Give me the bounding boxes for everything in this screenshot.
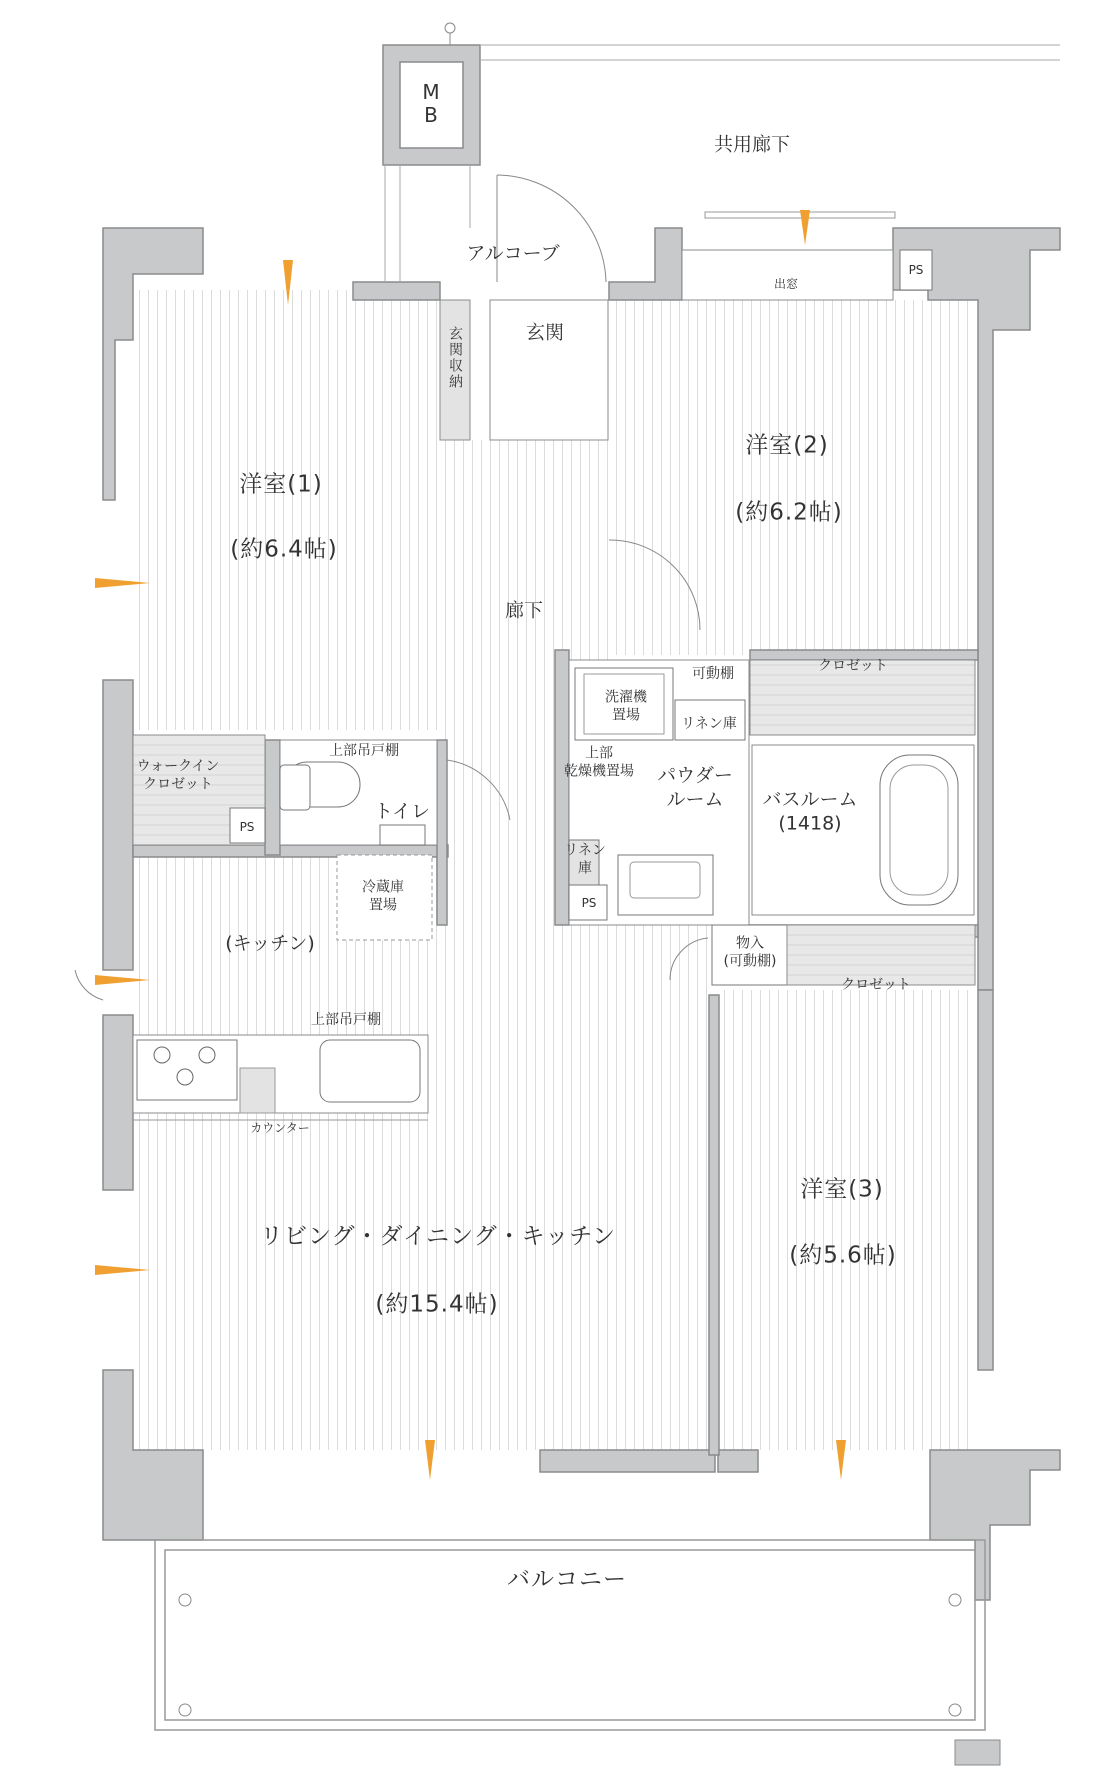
floor-ldk [133,855,715,1450]
wall-int-ldk-right [709,995,719,1455]
western2-label: 洋室(2) [745,432,829,459]
entrance-label: 玄関 [525,321,565,344]
corridor-marker [445,23,455,33]
ps-wic-label: PS [239,820,255,834]
wall-int-fridge [437,740,447,925]
wall-right-bottom [930,1450,1060,1600]
dryer-space-label: 上部 乾燥機置場 [564,745,634,779]
floor-western2 [609,300,974,655]
toilet-label: トイレ [373,800,431,823]
wall-int-wic [265,740,280,855]
western2-area: (約6.2帖) [735,499,843,526]
western1-area: (約6.4帖) [230,536,338,563]
ps-powder-label: PS [581,896,597,910]
hallway-label: 廊下 [504,599,544,622]
alcove-label: アルコーブ [466,242,560,265]
shared-corridor-label: 共用廊下 [713,133,791,156]
western1-label: 洋室(1) [239,471,323,498]
storage-label: 物入 (可動棚) [723,935,777,969]
wall-left-mid1 [103,680,133,970]
wall-int-powder [555,650,569,925]
bay-window [682,250,893,300]
wall-top-r1 [353,282,440,300]
upper-cabinet-kitchen-label: 上部吊戸棚 [311,1012,381,1028]
wall-left-mid2 [103,1015,133,1190]
wall-top-r2 [609,228,682,300]
sink [618,855,713,915]
fridge-space-label: 冷蔵庫 置場 [362,879,404,913]
wall-bottom-r3 [718,1450,758,1472]
ldk-label: リビング・ダイニング・キッチン [259,1223,617,1250]
upper-cabinet-toilet-label: 上部吊戸棚 [329,743,399,759]
floor-western1 [133,290,437,730]
wall-right-lower [978,990,993,1370]
closet-r3-label: クロゼット [841,977,911,993]
western3-area: (約5.6帖) [789,1242,897,1269]
washer-space-label: 洗濯機 置場 [605,689,647,723]
closet-r2-label: クロゼット [818,658,888,674]
closet-r3 [787,925,975,985]
linen2-label: リネン 庫 [564,842,606,876]
counter-label: カウンター [250,1121,310,1135]
ldk-area: (約15.4帖) [375,1291,499,1318]
western3-label: 洋室(3) [800,1176,884,1203]
floor-western3 [718,990,974,1450]
mb-label: M B [422,80,440,127]
balcony-label: バルコニー [507,1566,627,1593]
floor-alcove [470,175,608,295]
kitchen-sink [320,1040,420,1102]
stove [137,1040,237,1100]
walkin-closet-label: ウォークイン クロゼット [136,758,220,792]
ps-top-label: PS [908,263,924,277]
linen1-label: リネン庫 [681,716,737,732]
bathroom-label: バスルーム (1418) [762,788,858,834]
movable-shelf-label: 可動棚 [692,666,734,682]
kitchen-label: (キッチン) [225,932,315,955]
bathtub [880,755,958,905]
bay-window-label: 出窓 [773,277,799,291]
entrance-storage-label: 玄関収納 [447,326,463,390]
wall-bottom-mid [540,1450,715,1472]
powder-room-label: パウダー ルーム [657,764,733,810]
